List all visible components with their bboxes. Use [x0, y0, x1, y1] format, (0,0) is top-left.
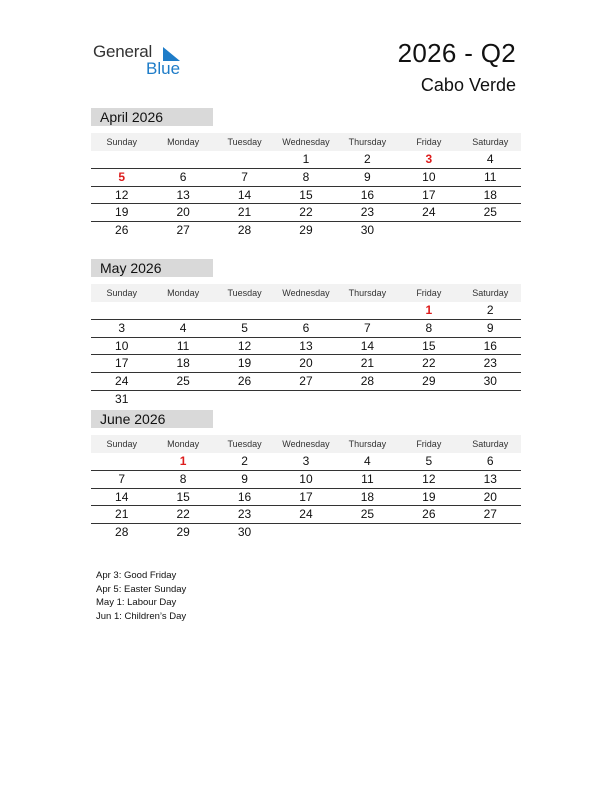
day-cell: 19 [115, 205, 129, 220]
day-cell: 7 [241, 169, 248, 184]
day-cell: 21 [237, 205, 252, 220]
day-cell: 12 [115, 187, 129, 202]
day-cell: 11 [361, 471, 374, 486]
day-cell: 6 [486, 454, 494, 468]
day-cell: 17 [115, 356, 129, 371]
day-cell: 25 [483, 205, 497, 220]
empty-day-cell [398, 524, 459, 541]
weekday-label: Friday [416, 137, 442, 147]
day-cell: 29 [176, 525, 190, 540]
day-cell: 6 [302, 320, 310, 335]
month-weeks [91, 302, 521, 408]
day-cell: 23 [360, 205, 375, 220]
day-cell: 22 [299, 205, 313, 220]
day-cell: 25 [176, 374, 190, 389]
day-cell: 29 [422, 374, 436, 389]
empty-day-cell [460, 524, 521, 541]
holiday-notes [96, 569, 186, 623]
day-cell: 21 [360, 356, 375, 371]
generalblue-logo [93, 42, 193, 78]
weekday-label: Saturday [472, 439, 509, 449]
day-cell: 27 [483, 507, 497, 522]
day-cell: 20 [483, 489, 497, 504]
day-cell: 17 [299, 489, 313, 504]
day-cell: 14 [237, 187, 252, 202]
day-cell: 2 [364, 152, 371, 166]
day-cell: 13 [483, 471, 497, 486]
page-title: 2026 - Q2 [397, 38, 516, 68]
day-cell: 5 [241, 320, 248, 335]
weekday-label: Sunday [106, 288, 137, 298]
day-cell: 13 [299, 338, 313, 353]
holiday-note: Jun 1: Children’s Day [96, 610, 187, 622]
weekday-label: Tuesday [227, 439, 262, 449]
day-cell: 3 [425, 152, 433, 166]
empty-day-cell [275, 524, 336, 541]
day-cell: 23 [237, 507, 252, 522]
day-cell: 10 [422, 169, 436, 184]
empty-day-cell [460, 222, 521, 239]
day-cell: 15 [422, 338, 436, 353]
week-row [91, 506, 521, 524]
month-weeks [91, 151, 521, 239]
day-cell: 9 [364, 169, 371, 184]
day-cell: 23 [483, 356, 497, 371]
day-cell: 5 [425, 454, 433, 468]
day-cell: 1 [425, 303, 433, 317]
day-cell: 4 [364, 454, 371, 468]
day-cell: 20 [299, 356, 313, 371]
day-cell: 3 [302, 454, 310, 468]
logo-blue-text: Blue [146, 59, 181, 78]
weekday-header-row [91, 435, 521, 453]
day-cell: 1 [302, 152, 310, 166]
weekday-label: Tuesday [227, 137, 262, 147]
empty-day-cell [398, 222, 459, 239]
day-cell: 24 [299, 507, 313, 522]
weekday-label: Tuesday [227, 288, 262, 298]
week-row [91, 355, 521, 373]
week-row [91, 489, 521, 507]
week-row [91, 187, 521, 205]
week-row [91, 453, 521, 471]
weekday-label: Monday [167, 439, 200, 449]
day-cell: 5 [118, 169, 126, 184]
weekday-header-row [91, 133, 521, 151]
logo-general-text: General [93, 42, 153, 61]
day-cell: 30 [483, 374, 497, 389]
empty-day-cell [152, 391, 213, 408]
day-cell: 25 [360, 507, 375, 522]
day-cell: 28 [360, 374, 375, 389]
week-row [91, 320, 521, 338]
weekday-label: Thursday [348, 439, 387, 449]
day-cell: 7 [364, 320, 371, 335]
day-cell: 11 [176, 338, 190, 353]
day-cell: 2 [241, 454, 248, 468]
day-cell: 9 [486, 320, 494, 335]
week-row [91, 391, 521, 408]
day-cell: 15 [176, 489, 190, 504]
day-cell: 22 [176, 507, 190, 522]
day-cell: 10 [115, 338, 129, 353]
day-cell: 4 [179, 320, 187, 335]
weekday-label: Friday [416, 288, 442, 298]
day-cell: 2 [486, 303, 494, 317]
day-cell: 16 [483, 338, 497, 353]
holiday-note: May 1: Labour Day [96, 597, 177, 608]
day-cell: 19 [422, 489, 436, 504]
week-row [91, 204, 521, 222]
empty-day-cell [214, 391, 275, 408]
day-cell: 16 [360, 187, 375, 202]
day-cell: 7 [118, 471, 126, 486]
day-cell: 3 [118, 320, 126, 335]
weekday-label: Friday [416, 439, 442, 449]
empty-day-cell [398, 391, 459, 408]
day-cell: 8 [425, 320, 433, 335]
empty-day-cell [91, 151, 152, 168]
day-cell: 30 [237, 525, 252, 540]
day-cell: 31 [115, 391, 129, 406]
empty-day-cell [91, 453, 152, 470]
weekday-label: Monday [167, 288, 200, 298]
day-cell: 18 [176, 356, 190, 371]
day-cell: 12 [422, 471, 436, 486]
empty-day-cell [275, 302, 336, 319]
empty-day-cell [460, 391, 521, 408]
holiday-note: Apr 5: Easter Sunday [96, 583, 187, 595]
day-cell: 26 [115, 223, 129, 238]
weekday-label: Sunday [106, 137, 137, 147]
weekday-label: Wednesday [282, 439, 330, 449]
day-cell: 20 [176, 205, 190, 220]
month-weeks [91, 453, 521, 541]
day-cell: 19 [237, 356, 252, 371]
day-cell: 26 [237, 374, 252, 389]
day-cell: 28 [237, 223, 252, 238]
weekday-label: Saturday [472, 137, 509, 147]
day-cell: 12 [237, 338, 252, 353]
weekday-label: Thursday [348, 137, 387, 147]
day-cell: 30 [360, 223, 375, 238]
day-cell: 24 [422, 205, 436, 220]
weekday-label: Wednesday [282, 137, 330, 147]
week-row [91, 471, 521, 489]
week-row [91, 222, 521, 239]
empty-day-cell [91, 302, 152, 319]
day-cell: 9 [241, 471, 248, 486]
day-cell: 10 [299, 471, 313, 486]
day-cell: 24 [115, 374, 129, 389]
week-row [91, 338, 521, 356]
week-row [91, 169, 521, 187]
empty-day-cell [152, 151, 213, 168]
empty-day-cell [214, 302, 275, 319]
weekday-label: Saturday [472, 288, 509, 298]
weekday-label: Wednesday [282, 288, 330, 298]
day-cell: 11 [484, 169, 497, 184]
day-cell: 27 [176, 223, 190, 238]
day-cell: 4 [486, 152, 494, 166]
day-cell: 14 [360, 338, 375, 353]
day-cell: 8 [302, 169, 310, 184]
month-title: May 2026 [91, 259, 213, 277]
day-cell: 21 [115, 507, 129, 522]
day-cell: 16 [237, 489, 252, 504]
empty-day-cell [214, 151, 275, 168]
day-cell: 22 [422, 356, 436, 371]
day-cell: 17 [422, 187, 436, 202]
day-cell: 18 [360, 489, 375, 504]
week-row [91, 373, 521, 391]
day-cell: 1 [179, 454, 187, 468]
empty-day-cell [275, 391, 336, 408]
empty-day-cell [337, 391, 398, 408]
empty-day-cell [337, 524, 398, 541]
empty-day-cell [152, 302, 213, 319]
week-row [91, 524, 521, 541]
month-title: June 2026 [91, 410, 213, 428]
month-block-april [91, 108, 521, 239]
month-block-may [91, 259, 521, 408]
day-cell: 6 [179, 169, 187, 184]
weekday-label: Thursday [348, 288, 387, 298]
day-cell: 18 [483, 187, 497, 202]
day-cell: 13 [176, 187, 190, 202]
day-cell: 8 [179, 471, 187, 486]
holiday-note: Apr 3: Good Friday [96, 570, 177, 581]
day-cell: 27 [299, 374, 313, 389]
month-title: April 2026 [91, 108, 213, 126]
empty-day-cell [337, 302, 398, 319]
country-name: Cabo Verde [420, 75, 516, 95]
month-block-june [91, 410, 521, 541]
day-cell: 28 [115, 525, 129, 540]
week-row [91, 302, 521, 320]
weekday-header-row [91, 284, 521, 302]
day-cell: 26 [422, 507, 436, 522]
week-row [91, 151, 521, 169]
day-cell: 15 [299, 187, 313, 202]
day-cell: 29 [299, 223, 313, 238]
day-cell: 14 [115, 489, 129, 504]
weekday-label: Monday [167, 137, 200, 147]
weekday-label: Sunday [106, 439, 137, 449]
